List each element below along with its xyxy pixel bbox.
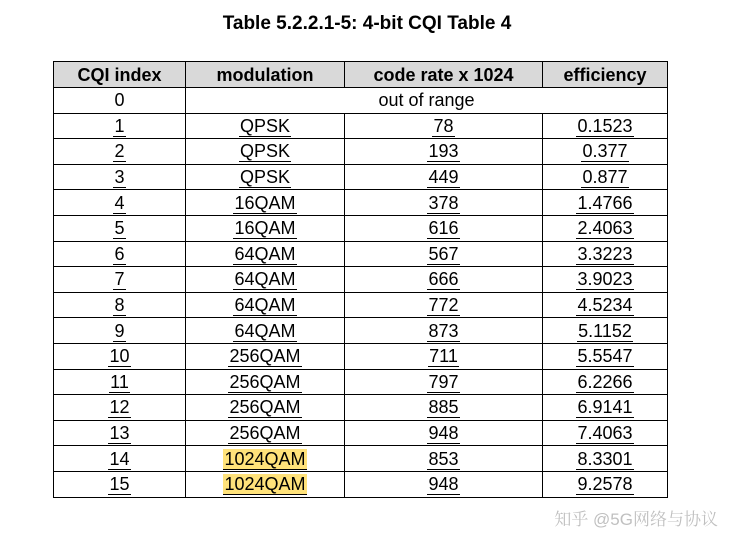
cell-code-rate-text: 78 — [433, 115, 454, 136]
table-row — [54, 369, 668, 395]
cell-efficiency-text: 5.5547 — [577, 346, 633, 367]
cell-code-rate-text: 885 — [428, 397, 459, 418]
cell-efficiency-text: 4.5234 — [577, 295, 633, 316]
cell-cqi-index-text: 12 — [109, 397, 130, 418]
cell-code-rate — [345, 215, 543, 241]
table-row — [54, 190, 668, 216]
cell-efficiency — [543, 471, 668, 497]
table-row — [54, 471, 668, 497]
cell-code-rate-text: 711 — [429, 346, 458, 367]
cell-modulation-text: 256QAM — [229, 371, 301, 392]
cell-efficiency-text: 2.4063 — [577, 218, 633, 239]
table-row — [54, 164, 668, 190]
cell-modulation-text: 256QAM — [229, 346, 301, 367]
cell-cqi-index — [54, 139, 186, 165]
cell-cqi-index-text: 7 — [114, 269, 125, 290]
cell-modulation — [186, 164, 345, 190]
cell-efficiency-text: 8.3301 — [577, 448, 633, 469]
cqi-table — [53, 61, 668, 498]
cell-efficiency-text: 9.2578 — [577, 474, 633, 495]
cell-modulation — [186, 420, 345, 446]
watermark: 知乎 @5G网络与协议 — [554, 510, 718, 529]
cell-code-rate — [345, 267, 543, 293]
table-row — [54, 420, 668, 446]
cell-modulation-text: 256QAM — [229, 397, 301, 418]
cell-efficiency-text: 6.2266 — [577, 371, 633, 392]
cell-code-rate — [345, 420, 543, 446]
cell-modulation-text: 64QAM — [234, 295, 296, 316]
cell-modulation — [186, 139, 345, 165]
cell-efficiency — [543, 215, 668, 241]
cell-code-rate — [345, 343, 543, 369]
cell-efficiency — [543, 241, 668, 267]
cell-cqi-index — [54, 215, 186, 241]
cell-code-rate — [345, 446, 543, 472]
cell-code-rate — [345, 139, 543, 165]
cell-cqi-index: 0 — [54, 88, 186, 114]
cell-efficiency — [543, 446, 668, 472]
cell-modulation — [186, 446, 345, 472]
table-row — [54, 292, 668, 318]
cell-modulation-text: 64QAM — [234, 243, 296, 264]
cell-modulation-text: QPSK — [239, 167, 291, 188]
cell-cqi-index — [54, 241, 186, 267]
cell-efficiency — [543, 343, 668, 369]
table-row — [54, 318, 668, 344]
cell-modulation-text: QPSK — [239, 141, 291, 162]
cell-code-rate-text: 378 — [428, 192, 459, 213]
cell-code-rate-text: 948 — [428, 423, 459, 444]
cell-efficiency — [543, 318, 668, 344]
cell-modulation — [186, 369, 345, 395]
cell-efficiency-text: 6.9141 — [577, 397, 633, 418]
header-modulation: modulation — [186, 62, 345, 88]
cell-cqi-index — [54, 343, 186, 369]
cell-cqi-index-text: 8 — [114, 295, 125, 316]
table-row — [54, 446, 668, 472]
cell-cqi-index — [54, 318, 186, 344]
cell-code-rate-text: 616 — [428, 218, 459, 239]
cell-modulation-text: 64QAM — [234, 320, 296, 341]
cell-code-rate-text: 193 — [428, 141, 459, 162]
cell-cqi-index-text: 4 — [114, 192, 125, 213]
cell-efficiency — [543, 113, 668, 139]
cell-cqi-index-text: 9 — [114, 320, 125, 341]
cell-efficiency — [543, 369, 668, 395]
cell-efficiency-text: 3.3223 — [577, 243, 633, 264]
cell-efficiency — [543, 292, 668, 318]
cell-cqi-index-text: 14 — [109, 448, 130, 469]
cell-efficiency-text: 0.1523 — [577, 115, 633, 136]
cell-cqi-index — [54, 446, 186, 472]
cell-cqi-index — [54, 471, 186, 497]
cell-cqi-index-text: 1 — [114, 115, 125, 136]
cell-code-rate-text: 449 — [428, 167, 459, 188]
cell-cqi-index — [54, 292, 186, 318]
cell-cqi-index — [54, 395, 186, 421]
cell-efficiency-text: 0.877 — [582, 167, 628, 188]
cell-modulation — [186, 318, 345, 344]
cell-modulation — [186, 113, 345, 139]
cell-code-rate-text: 666 — [428, 269, 459, 290]
cell-cqi-index-text: 6 — [114, 243, 125, 264]
cell-modulation-text: QPSK — [239, 115, 291, 136]
cell-modulation — [186, 292, 345, 318]
cell-modulation-text: 64QAM — [234, 269, 296, 290]
cell-efficiency-text: 0.377 — [582, 141, 628, 162]
cell-code-rate — [345, 471, 543, 497]
table-header-row — [54, 62, 668, 88]
cell-efficiency-text: 7.4063 — [577, 423, 633, 444]
cell-code-rate — [345, 241, 543, 267]
header-efficiency: efficiency — [543, 62, 668, 88]
cell-modulation — [186, 471, 345, 497]
cell-cqi-index — [54, 267, 186, 293]
header-code-rate: code rate x 1024 — [345, 62, 543, 88]
cell-efficiency — [543, 395, 668, 421]
cell-modulation-text: 1024QAM — [224, 448, 306, 469]
cell-cqi-index-text: 15 — [109, 474, 130, 495]
cell-modulation — [186, 267, 345, 293]
cell-cqi-index-text: 5 — [114, 218, 125, 239]
cell-cqi-index — [54, 420, 186, 446]
table-row — [54, 267, 668, 293]
cell-code-rate-text: 948 — [428, 474, 459, 495]
table-row — [54, 395, 668, 421]
cell-modulation-text: 256QAM — [229, 423, 301, 444]
table-row — [54, 215, 668, 241]
cell-code-rate-text: 797 — [428, 371, 459, 392]
cell-efficiency-text: 1.4766 — [577, 192, 633, 213]
cell-code-rate-text: 873 — [428, 320, 459, 341]
table-title: Table 5.2.2.1-5: 4-bit CQI Table 4 — [222, 13, 512, 34]
cell-cqi-index-text: 3 — [114, 167, 125, 188]
cell-code-rate-text: 853 — [428, 448, 459, 469]
table-row — [54, 139, 668, 165]
cell-code-rate — [345, 190, 543, 216]
cell-efficiency — [543, 190, 668, 216]
cell-modulation-text: 1024QAM — [224, 474, 306, 495]
cell-cqi-index-text: 11 — [110, 371, 129, 392]
cell-cqi-index — [54, 369, 186, 395]
cell-efficiency — [543, 139, 668, 165]
cell-code-rate — [345, 164, 543, 190]
cell-modulation — [186, 343, 345, 369]
table-row — [54, 113, 668, 139]
cell-efficiency — [543, 420, 668, 446]
cell-code-rate-text: 772 — [428, 295, 459, 316]
cell-out-of-range: out of range — [186, 88, 668, 114]
cell-efficiency — [543, 267, 668, 293]
cell-modulation-text: 16QAM — [234, 218, 296, 239]
cell-efficiency-text: 3.9023 — [577, 269, 633, 290]
cell-cqi-index-text: 2 — [114, 141, 125, 162]
cell-code-rate — [345, 113, 543, 139]
cell-modulation — [186, 215, 345, 241]
cell-cqi-index-text: 13 — [109, 423, 130, 444]
table-row-out-of-range — [54, 88, 668, 114]
cell-code-rate — [345, 318, 543, 344]
header-cqi-index: CQI index — [54, 62, 186, 88]
cell-efficiency-text: 5.1152 — [578, 320, 632, 341]
cell-modulation-text: 16QAM — [234, 192, 296, 213]
cell-cqi-index — [54, 164, 186, 190]
cell-modulation — [186, 395, 345, 421]
table-row — [54, 343, 668, 369]
cell-cqi-index — [54, 190, 186, 216]
cell-code-rate — [345, 395, 543, 421]
cell-modulation — [186, 190, 345, 216]
cell-efficiency — [543, 164, 668, 190]
table-row — [54, 241, 668, 267]
cell-code-rate-text: 567 — [428, 243, 459, 264]
cell-modulation — [186, 241, 345, 267]
cell-cqi-index — [54, 113, 186, 139]
cell-code-rate — [345, 292, 543, 318]
cell-code-rate — [345, 369, 543, 395]
cell-cqi-index-text: 10 — [109, 346, 130, 367]
